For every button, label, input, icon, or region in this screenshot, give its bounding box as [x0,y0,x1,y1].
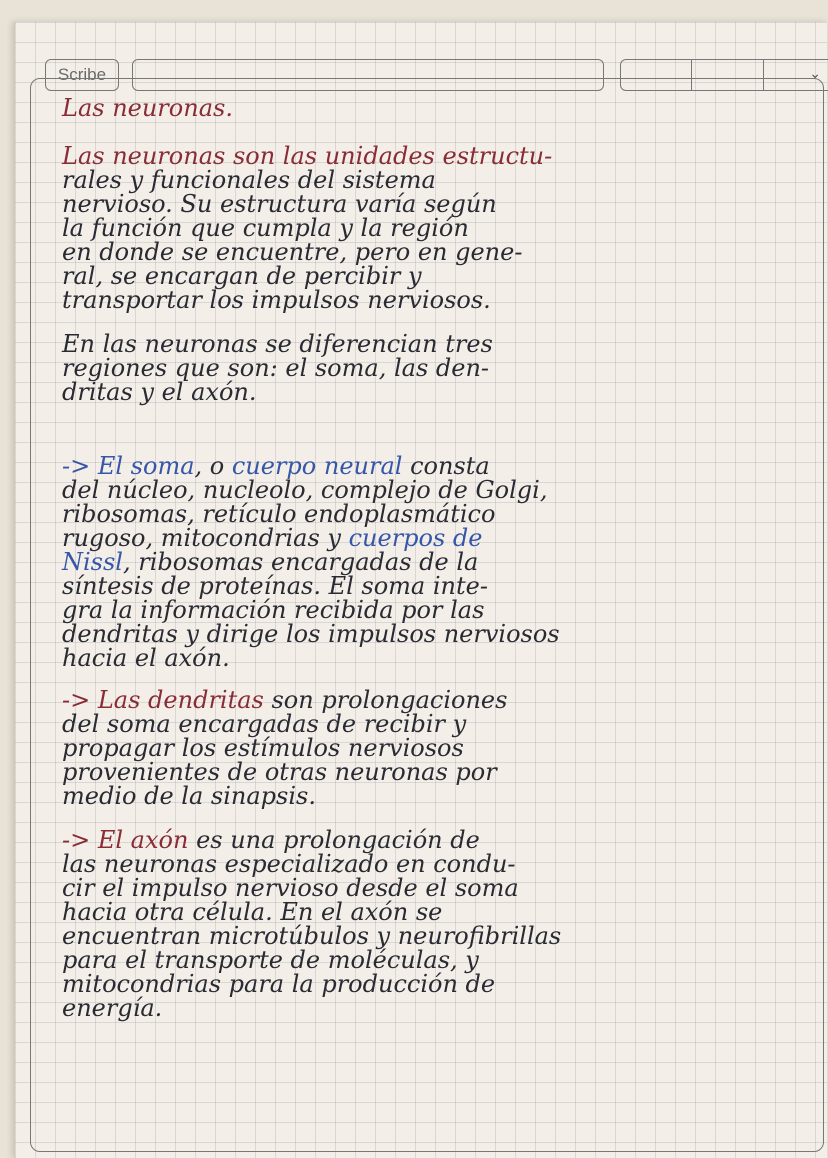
text-fragment: es una prolongación de [188,826,480,854]
text-line [62,454,822,478]
text-line: cir el impulso nervioso desde el soma [62,874,519,902]
term-cuerpos-de-nissl: cuerpos de [348,524,483,552]
text-fragment: consta [402,452,490,480]
paragraph-dendritas [62,688,822,808]
text-line [62,526,822,550]
text-line: propagar los estímulos nerviosos [62,734,464,762]
text-line: energía. [62,994,163,1022]
brand-label: Scribe [45,59,119,91]
text-line: en donde se encuentre, pero en gene- [62,238,523,266]
text-line: En las neuronas se diferencian tres [62,330,493,358]
paragraph-soma [62,454,822,670]
text-line: las neuronas especializado en condu- [62,850,516,878]
term-nissl: Nissl [62,548,123,576]
text-line: rales y funcionales del sistema [62,166,436,194]
text-line: mitocondrias para la producción de [62,970,496,998]
text-line: transportar los impulsos nerviosos. [62,286,491,314]
text-line: encuentran microtúbulos y neurofibrillas [62,922,562,950]
text-line: dritas y el axón. [62,378,257,406]
arrow-marker: -> [62,826,98,854]
arrow-marker: -> [62,452,98,480]
text-line: nervioso. Su estructura varía según [62,190,497,218]
term-cuerpo-neural: cuerpo neural [231,452,403,480]
paragraph-intro [62,144,822,312]
page-header [30,35,821,84]
text-line [62,550,822,574]
text-fragment: , ribosomas encargadas de la [122,548,479,576]
text-line: síntesis de proteínas. El soma inte- [62,572,488,600]
term-soma: El soma [97,452,195,480]
chevron-down-icon: ⌄ [809,66,821,82]
text-line: provenientes de otras neuronas por [62,758,497,786]
text-line: Las neuronas son las unidades estructu- [62,142,553,170]
text-line: del soma encargadas de recibir y [62,710,467,738]
text-line: hacia el axón. [62,644,230,672]
text-line: regiones que son: el soma, las den- [62,354,490,382]
text-fragment: rugoso, mitocondrias y [62,524,349,552]
text-line: hacia otra célula. En el axón se [62,898,443,926]
notes-content [62,96,822,1040]
arrow-marker: -> [62,686,98,714]
paragraph-axon [62,828,822,1020]
text-line [62,828,822,852]
text-line: del núcleo, nucleolo, complejo de Golgi, [62,476,548,504]
term-axon: El axón [97,826,189,854]
note-title: Las neuronas. [62,94,233,122]
text-line: ral, se encargan de percibir y [62,262,422,290]
text-line: gra la información recibida por las [62,596,485,624]
text-line: para el transporte de moléculas, y [62,946,479,974]
text-fragment: , o [194,452,232,480]
text-line: la función que cumpla y la región [62,214,469,242]
text-line: medio de la sinapsis. [62,782,316,810]
paragraph-regions [62,332,822,404]
text-line: dendritas y dirige los impulsos nerviosos [62,620,560,648]
text-line [62,688,822,712]
term-dendritas: Las dendritas [97,686,264,714]
text-line: ribosomas, retículo endoplasmático [62,500,496,528]
text-fragment: son prolongaciones [263,686,508,714]
